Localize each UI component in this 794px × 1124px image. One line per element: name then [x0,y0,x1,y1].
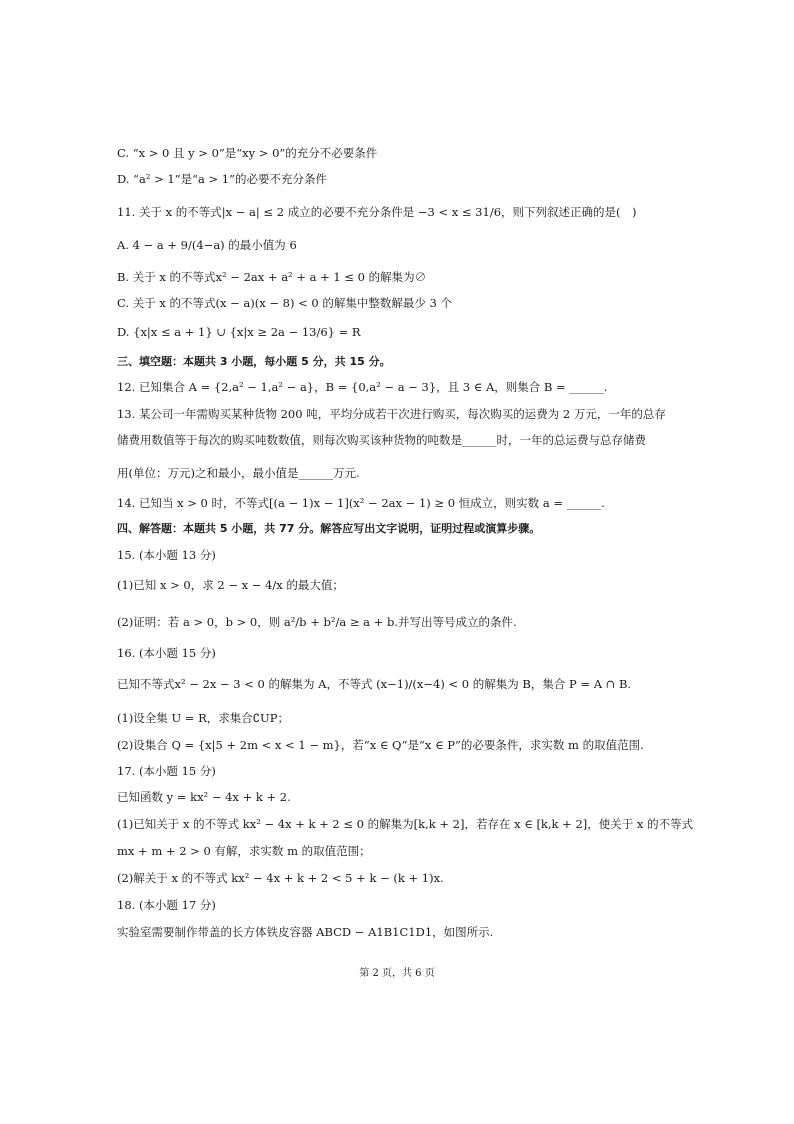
option-d-11: D. {x|x ≤ a + 1} ∪ {x|x ≥ 2a − 13/6} = R [117,325,361,339]
question-13-line-1: 13. 某公司一年需购买某种货物 200 吨，平均分成若干次进行购买，每次购买的运费为 2 万元，一年的总存 [117,407,666,421]
question-18-header: 18. (本小题 17 分) [117,898,216,912]
section-heading-fill-in: 三、填空题：本题共 3 小题，每小题 5 分，共 15 分。 [117,355,391,368]
question-15-header: 15. (本小题 13 分) [117,548,216,562]
section-heading-answer: 四、解答题：本题共 5 小题，共 77 分。解答应写出文字说明，证明过程或演算步骤。 [117,522,541,535]
question-14: 14. 已知当 x > 0 时，不等式[(a − 1)x − 1](x² − 2ax − 1) ≥ 0 恒成立，则实数 a = ______. [117,496,605,510]
question-18-stem: 实验室需要制作带盖的长方体铁皮容器 ABCD − A1B1C1D1，如图所示. [117,925,494,939]
option-d-10: D. “a² > 1”是“a > 1”的必要不充分条件 [117,172,327,186]
question-17-part-1-line-2: mx + m + 2 > 0 有解，求实数 m 的取值范围； [117,844,371,858]
question-16-part-1: (1)设全集 U = R，求集合∁UP； [117,711,289,725]
question-13-line-3: 用(单位：万元)之和最小，最小值是______万元. [117,466,360,480]
question-17-header: 17. (本小题 15 分) [117,764,216,778]
question-17-part-1-line-1: (1)已知关于 x 的不等式 kx² − 4x + k + 2 ≤ 0 的解集为[k,k + 2]，若存在 x ∈ [k,k + 2]，使关于 x 的不等式 [117,817,694,831]
question-17-part-2: (2)解关于 x 的不等式 kx² − 4x + k + 2 < 5 + k − (k + 1)x. [117,871,444,885]
option-b-11: B. 关于 x 的不等式x² − 2ax + a² + a + 1 ≤ 0 的解集为∅ [117,270,427,284]
question-13-line-2: 储费用数值等于每次的购买吨数数值，则每次购买该种货物的吨数是______时，一年的总运费与总存储费 [117,433,646,447]
question-16-part-2: (2)设集合 Q = {x|5 + 2m < x < 1 − m}，若“x ∈ Q”是“x ∈ P”的必要条件，求实数 m 的取值范围. [117,738,644,752]
question-16-header: 16. (本小题 15 分) [117,646,216,660]
page-footer: 第 2 页，共 6 页 [359,968,435,979]
question-12: 12. 已知集合 A = {2,a² − 1,a² − a}，B = {0,a² − a − 3}，且 3 ∈ A，则集合 B = ______. [117,380,608,394]
question-15-part-1: (1)已知 x > 0，求 2 − x − 4/x 的最大值； [117,578,344,592]
option-c-10: C. “x > 0 且 y > 0”是“xy > 0”的充分不必要条件 [117,146,378,160]
option-a-11: A. 4 − a + 9/(4−a) 的最小值为 6 [117,238,297,252]
question-15-part-2: (2)证明：若 a > 0，b > 0，则 a²/b + b²/a ≥ a + b.并写出等号成立的条件. [117,615,517,629]
question-16-stem: 已知不等式x² − 2x − 3 < 0 的解集为 A，不等式 (x−1)/(x−4) < 0 的解集为 B，集合 P = A ∩ B. [117,677,632,691]
question-17-stem: 已知函数 y = kx² − 4x + k + 2. [117,790,291,804]
option-c-11: C. 关于 x 的不等式(x − a)(x − 8) < 0 的解集中整数解最少 3 个 [117,296,453,310]
question-11: 11. 关于 x 的不等式|x − a| ≤ 2 成立的必要不充分条件是 −3 < x ≤ 31/6，则下列叙述正确的是( ) [117,205,637,219]
